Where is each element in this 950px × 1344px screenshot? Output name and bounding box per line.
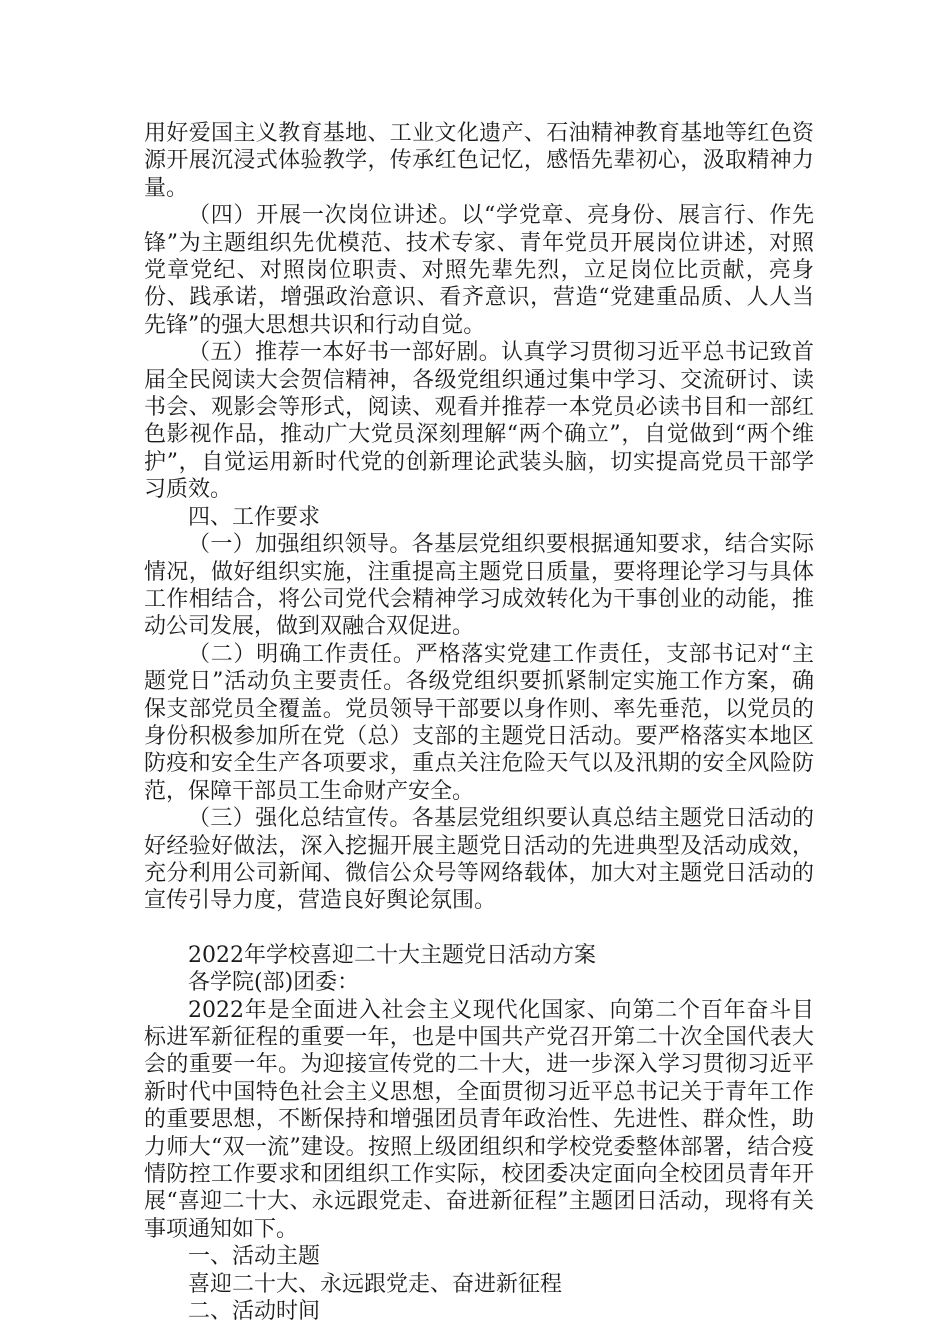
section-heading-time: 二、活动时间 bbox=[188, 1299, 321, 1325]
theme-text: 喜迎二十大、永远跟党走、奋进新征程 bbox=[188, 1271, 563, 1297]
body-paragraph-introduction: 2022年是全面进入社会主义现代化国家、向第二个百年奋斗目标进军新征程的重要一年，也是中国共产党召开第二十次全国代表大会的重要一年。为迎接宣传党的二十大，进一步深入学习贯彻习近平新时代中国特色社会主义思想，全面贯彻习近平总书记关于青年工作的重要思想，不断保持和增强团员青年政治性、先进性、群众性，助力师大“双一流”建设。按照上级团组织和学校党委整体部署，结合疫情防控工作要求和团组织工作实际，校团委决定面向全校团员青年开展“喜迎二十大、永远跟党走、奋进新征程”主题团日活动，现将有关事项通知如下。 bbox=[144, 997, 814, 1242]
body-paragraph-book-recommendation: （五）推荐一本好书一部好剧。认真学习贯彻习近平总书记致首届全民阅读大会贺信精神，各级党组织通过集中学习、交流研讨、读书会、观影会等形式，阅读、观看并推荐一本党员必读书目和一部红色影视作品，推动广大党员深刻理解“两个确立”，自觉做到“两个维护”，自觉运用新时代党的创新理论武装头脑，切实提高党员干部学习质效。 bbox=[144, 340, 814, 503]
document-page bbox=[144, 120, 814, 1325]
section-heading-work-requirements: 四、工作要求 bbox=[188, 504, 321, 530]
body-paragraph-responsibility: （二）明确工作责任。严格落实党建工作责任，支部书记对“主题党日”活动负主要责任。各级党组织要抓紧制定实施工作方案，确保支部党员全覆盖。党员领导干部要以身作则、率先垂范，以党员的身份积极参加所在党（总）支部的主题党日活动。要严格落实本地区防疫和安全生产各项要求，重点关注危险天气以及汛期的安全风险防范，保障干部员工生命财产安全。 bbox=[144, 641, 814, 804]
document-title: 2022年学校喜迎二十大主题党日活动方案 bbox=[188, 942, 596, 968]
salutation: 各学院(部)团委： bbox=[188, 970, 360, 996]
body-paragraph-publicity: （三）强化总结宣传。各基层党组织要认真总结主题党日活动的好经验好做法，深入挖掘开展主题党日活动的先进典型及活动成效，充分利用公司新闻、微信公众号等网络载体，加大对主题党日活动的宣传引导力度，营造良好舆论氛围。 bbox=[144, 806, 814, 914]
body-paragraph-organization: （一）加强组织领导。各基层党组织要根据通知要求，结合实际情况，做好组织实施，注重提高主题党日质量，要将理论学习与具体工作相结合，将公司党代会精神学习成效转化为干事创业的动能，推动公司发展，做到双融合双促进。 bbox=[144, 532, 814, 640]
paragraph-spacer bbox=[144, 915, 814, 942]
section-heading-theme: 一、活动主题 bbox=[188, 1244, 321, 1270]
body-paragraph: 用好爱国主义教育基地、工业文化遗产、石油精神教育基地等红色资源开展沉浸式体验教学，传承红色记忆，感悟先辈初心，汲取精神力量。 bbox=[144, 121, 814, 201]
body-paragraph-job-narration: （四）开展一次岗位讲述。以“学党章、亮身份、展言行、作先锋”为主题组织先优模范、技术专家、青年党员开展岗位讲述，对照党章党纪、对照岗位职责、对照先辈先烈，立足岗位比贡献，亮身份、践承诺，增强政治意识、看齐意识，营造“党建重品质、人人当先锋”的强大思想共识和行动自觉。 bbox=[144, 203, 814, 338]
